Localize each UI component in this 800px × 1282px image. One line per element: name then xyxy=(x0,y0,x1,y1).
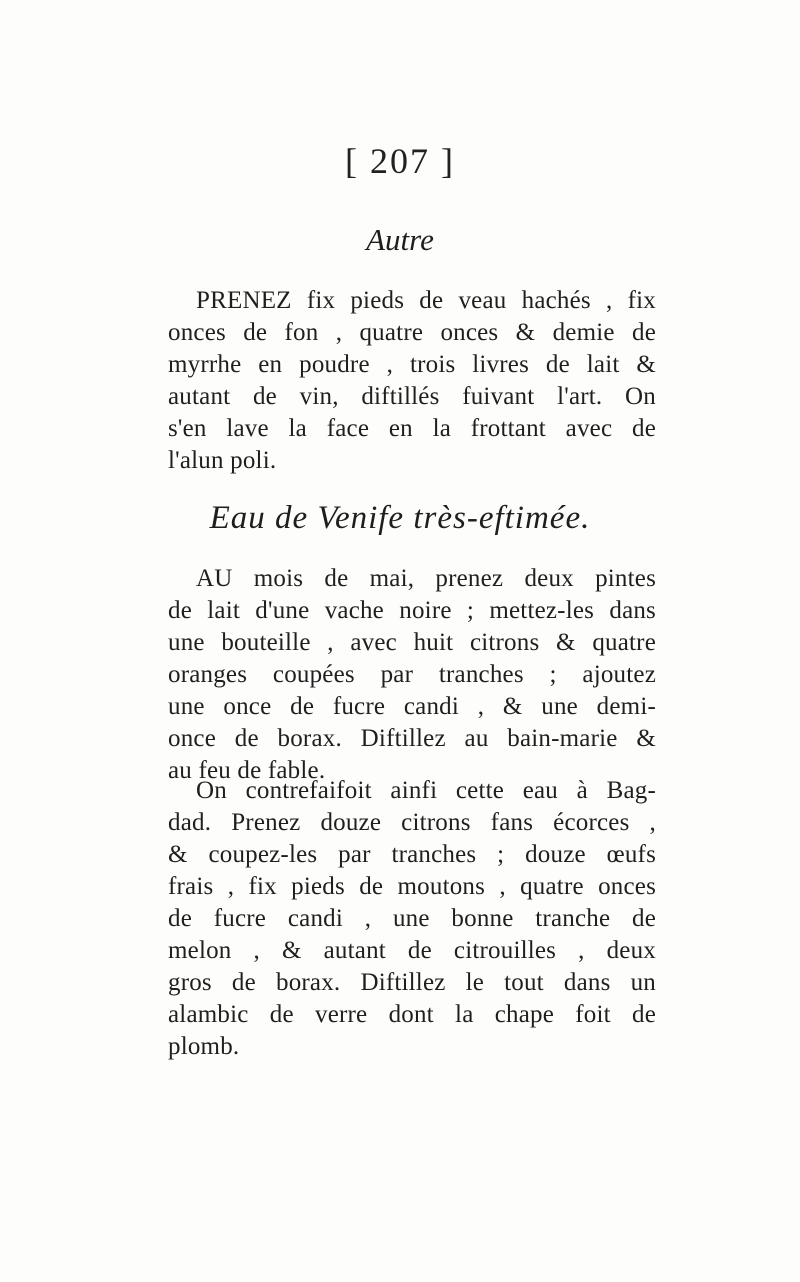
recipe-paragraph-venise xyxy=(168,563,656,787)
text-line: alambic de verre dont la chape foit de xyxy=(168,1001,656,1028)
text-line: gros de borax. Diftillez le tout dans un xyxy=(168,969,656,996)
text-line: de lait d'une vache noire ; mettez-les dans xyxy=(168,597,656,624)
text-line: PRENEZ fix pieds de veau hachés , fix xyxy=(196,287,656,314)
text-line: frais , fix pieds de moutons , quatre onces xyxy=(168,873,656,900)
text-line: autant de vin, diftillés fuivant l'art. On xyxy=(168,383,656,410)
section-title-autre: Autre xyxy=(366,222,434,257)
text-line: once de borax. Diftillez au bain-marie & xyxy=(168,725,656,752)
text-line: s'en lave la face en la frottant avec de xyxy=(168,415,656,442)
text-line: AU mois de mai, prenez deux pintes xyxy=(196,565,656,592)
recipe-paragraph-bagdad xyxy=(168,775,656,1063)
text-line: l'alun poli. xyxy=(168,447,277,474)
text-line: de fucre candi , une bonne tranche de xyxy=(168,905,656,932)
text-line: myrrhe en poudre , trois livres de lait & xyxy=(168,351,656,378)
section-title-eau-de-venise: Eau de Venife très-eftimée. xyxy=(209,500,591,536)
text-line: une once de fucre candi , & une demi- xyxy=(168,693,656,720)
page-number: [ 207 ] xyxy=(345,141,455,181)
recipe-paragraph-autre xyxy=(168,285,656,477)
text-line: plomb. xyxy=(168,1033,240,1060)
text-line: au feu de fable. xyxy=(168,757,326,784)
text-line: onces de fon , quatre onces & demie de xyxy=(168,319,656,346)
text-line: dad. Prenez douze citrons fans écorces , xyxy=(168,809,656,836)
text-line: On contrefaifoit ainfi cette eau à Bag- xyxy=(196,777,656,804)
text-line: melon , & autant de citrouilles , deux xyxy=(168,937,656,964)
text-line: une bouteille , avec huit citrons & quatre xyxy=(168,629,656,656)
text-line: & coupez-les par tranches ; douze œufs xyxy=(168,841,656,868)
text-line: oranges coupées par tranches ; ajoutez xyxy=(168,661,656,688)
